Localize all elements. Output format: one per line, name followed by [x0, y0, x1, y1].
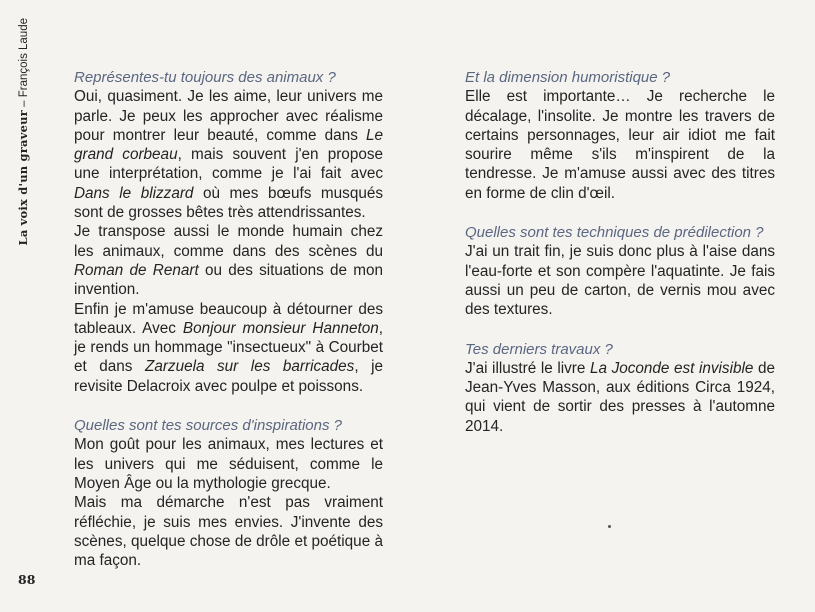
- left-column: [74, 68, 383, 590]
- answer-text: Je transpose aussi le monde humain chez les animaux, comme dans des scènes du: [74, 223, 383, 260]
- interview-section: [465, 223, 775, 319]
- answer-text: Elle est importante… Je recherche le décalage, l'insolite. Je montre les travers de certains personnages, leur air idiot me fait sourire même s'ils m'inspirent de la tendresse. Je m'amuse aussi avec des titres en forme de clin d'œil.: [465, 88, 775, 202]
- answer-text: J'ai illustré le livre: [465, 359, 590, 377]
- work-title: Roman de Renart: [74, 261, 199, 279]
- interview-question: Tes derniers travaux ?: [465, 340, 613, 358]
- answer-paragraph: [465, 359, 775, 436]
- answer-text: J'ai un trait fin, je suis donc plus à l'aise dans l'eau-forte et son compère l'aquatinte. Je fais aussi un peu de carton, de vernis mou avec des textures.: [465, 243, 775, 319]
- answer-text: , je revisite Delacroix avec poulpe et poissons.: [74, 358, 383, 395]
- running-head-text: [16, 18, 31, 248]
- interview-question: Quelles sont tes sources d'inspirations ?: [74, 417, 343, 435]
- work-title: Bonjour monsieur Hanneton: [182, 319, 379, 337]
- answer-text: ou des situations de mon invention.: [74, 261, 383, 299]
- answer-text: de Jean-Yves Masson, aux éditions Circa 1924, qui vient de sortir des presses à l'automne 2014.: [465, 359, 775, 435]
- author-name: François Laude: [18, 18, 30, 98]
- running-head: [3, 18, 29, 248]
- page-number: 88: [18, 572, 36, 587]
- answer-text: Enfin je m'amuse beaucoup à détourner des tableaux. Avec: [74, 300, 383, 337]
- answer-text: , je rends un hommage "insectueux" à Courbet et dans: [74, 319, 383, 376]
- work-title: La Joconde est invisible: [589, 359, 754, 377]
- answer-paragraph: [74, 493, 383, 570]
- answer-text: Oui, quasiment. Je les aime, leur univers me parle. Je peux les approcher avec réalisme pour montrer leur beauté, comme dans: [74, 88, 383, 144]
- work-title: Le grand corbeau: [74, 126, 383, 164]
- interview-section: [465, 68, 775, 203]
- answer-text: Mais ma démarche n'est pas vraiment réfléchie, je suis mes envies. J'invente des scènes, quelque chose de drôle et poétique à ma façon.: [74, 494, 383, 570]
- answer-paragraph: [74, 87, 383, 222]
- answer-paragraph: [465, 87, 775, 203]
- interview-section: [74, 416, 383, 570]
- print-speck: [608, 525, 611, 528]
- interview-section: [74, 68, 383, 396]
- interview-question: Représentes-tu toujours des animaux ?: [74, 69, 336, 86]
- interview-section: [465, 340, 775, 436]
- running-head-separator: –: [18, 97, 30, 111]
- answer-paragraph: [465, 242, 775, 319]
- book-title: La voix d'un graveur: [16, 110, 30, 246]
- answer-paragraph: [74, 222, 383, 299]
- interview-question: Et la dimension humoristique ?: [465, 69, 671, 86]
- right-column: [465, 68, 775, 456]
- answer-text: , mais souvent j'en propose une interprétation, comme je l'ai fait avec: [74, 146, 383, 183]
- answer-text: Mon goût pour les animaux, mes lectures et les univers qui me séduisent, comme le Moyen Âge ou la mythologie grecque.: [74, 436, 383, 492]
- work-title: Zarzuela sur les barricades: [144, 358, 355, 376]
- work-title: Dans le blizzard: [74, 184, 194, 202]
- answer-paragraph: [74, 435, 383, 493]
- answer-paragraph: [74, 300, 383, 396]
- interview-question: Quelles sont tes techniques de prédilection ?: [465, 224, 764, 242]
- answer-text: où mes bœufs musqués sont de grosses bêtes très attendrissantes.: [74, 184, 383, 222]
